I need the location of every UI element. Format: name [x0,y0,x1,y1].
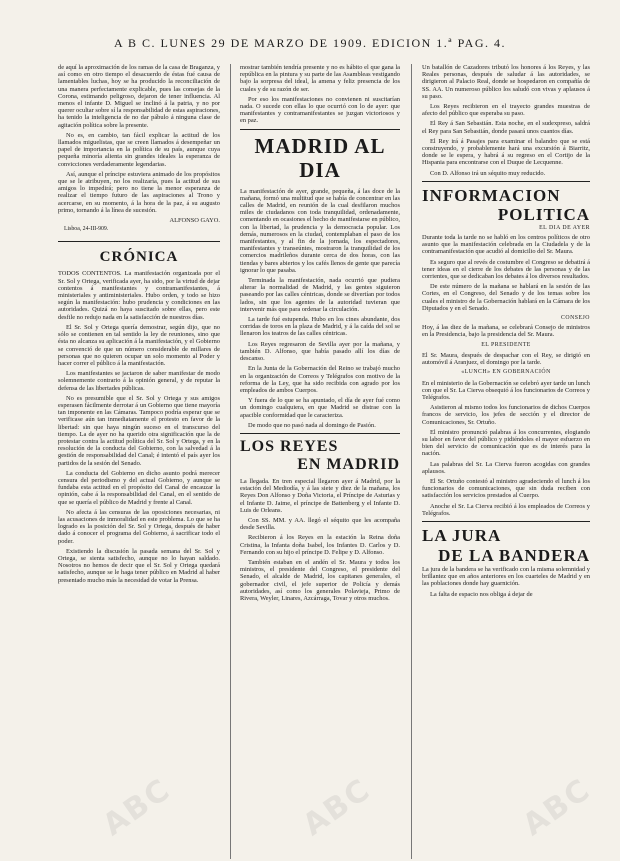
divider [422,521,590,522]
subheading: EL DIA DE AYER [539,224,590,231]
article-paragraph: En el ministerio de la Gobernación se celebró ayer tarde un lunch con que el Sr. La Cierva obsequió á los funcionarios de Correos y Telégrafos. [422,379,590,401]
column-2 [240,64,400,859]
watermark: ABC [516,771,598,844]
jura-heading-line-2: DE LA BANDERA [438,545,590,565]
article-paragraph: Recibieron á los Reyes en la estación la Reina doña Cristina, la Infanta doña Isabel, los Infantes D. Carlos y D. Fernando con su hijo el príncipe D. Felipe y D. Alfonso. [240,534,400,556]
reyes-heading-line-1: LOS REYES [240,437,339,455]
reyes-heading-line-2: EN MADRID [297,455,400,473]
column-rule [411,64,412,859]
article-paragraph: TODOS CONTENTOS. La manifestación organizada por el Sr. Sol y Ortega, verificada ayer, ha sido, por la virtud de dejar contentos á manifestantes y contramanifestantes, á ministeriales y antiministeriales. Hubo orden, y todo se hizo según la manifestación: hubo prudencia y condiciones en las autoridades. Quizá no haya suscitado sobre ellas, pero este desfile no redujo nada en la satisfacción de nuestros días. [58,270,220,321]
column-1 [58,64,220,859]
author-signature: ALFONSO GAYO. [169,217,220,225]
article-paragraph: La tarde fué estupenda. Hubo en los cines abundante, dos corridas de toros en la plaza de Madrid, y á la caída del sol se llenaron los teatros de las calles céntricas. [240,316,400,338]
article-paragraph: El Sr. Sol y Ortega quería demostrar, según dijo, que no sólo se contienen en tal sentido la ley de reuniones, sino que ésta no alcanza su aplicación á la manifestación, y el Gobierno se convenció de que un número considerable de millares de personas que no quieren ocupar un solo momento al Poder y hacer correr el público á la manifestación. [58,323,220,367]
article-paragraph: El Sr. Maura, después de despachar con el Rey, se dirigió en automóvil á Aranjuez, el domingo por la tarde. [422,351,590,367]
article-paragraph: En la Junta de la Gobernación del Reino se trabajó mucho en la organización de Correos y Telégrafos con motivo de la reforma de la Ley, que ha sido recibida con agrado por los empleados de ambos Cuerpos. [240,365,400,394]
column-rule [230,64,231,859]
article-paragraph: También estaban en el andén el Sr. Maura y todos los ministros, el presidente del Congreso, el presidente del Senado, el alcalde de Madrid, los capitanes generales, el gobernador civil, el jefe superior de Policía y demás autoridades, así como los generales Polavieja, Primo de Rivera, Weyler, Linares, Azcárraga, Tovar y otros muchos. [240,558,400,602]
article-paragraph: de aquí la aproximación de los ramas de la casa de Braganza, y así como en otro tiempo el desacuerdo de éstas fué causa de lamentables luchas, hoy se ha producido la reconciliación de una manera perfectamente explicable, pues las consejas de la Corona, estimando peligroso, dejaron de tener influencia. Al menos el infante D. Miguel se inclinó á la patria, y no por querer ocultar sobre sí la responsabilidad de estas aspiraciones, ha tenido la inteligencia de no dar pábulo á ninguna clase de agitación política sobre la presente. [58,64,220,129]
divider [240,129,400,130]
madrid-al-dia-heading: MADRID AL DIA [254,133,386,182]
article-paragraph: El ministro pronunció palabras á los concurrentes, elogiando su labor en favor del público y pidiéndoles el mayor esfuerzo en bien del servicio de comunicación que es de interés para la nación. [422,428,590,458]
article-paragraph: mostrar también tendría presente y no es hábito el que gana la república en la pintura y su parte de las Asambleas vestigando bajo la sorpresa del ideal, la amena y feliz presencia de los cuales y de su razón de ser. [240,64,400,93]
info-heading-line-1: INFORMACION [422,185,561,205]
watermark: ABC [96,771,178,844]
article-paragraph: Las palabras del Sr. La Cierva fueron acogidas con grandes aplausos. [422,460,590,475]
article-paragraph: Por eso los manifestaciones no convienen ni suscitarían nada. O sucede con ellas lo que ocurrió con lo de ayer: que manifestantes y contramanifestantes se juzgan victoriosos y en paz. [240,95,400,125]
informacion-politica-heading [422,186,590,224]
article-paragraph: La conducta del Gobierno en dicho asunto podrá merecer censura del periodismo y del actual Gobierno, y aunque se fundaba esta actitud en el propósito del Canal de encauzar la opinión, cabe á la responsabilidad del Canal, en el sentido de que se quería el público de Madrid y frente al Canal. [58,469,220,506]
article-paragraph: No es, en cambio, tan fácil explicar la actitud de los llamados miguelistas, que se creen llamados á desempeñar un papel de importancia en la política de su país, aunque cuya pequeña minoría alienta sin grandes ideales la esperanza de convicciones verdaderamente legendarias. [58,131,220,168]
article-paragraph: El Sr. Ortuño contestó al ministro agradeciendo el lunch á los funcionarios de comunicaciones, que sin duda reciben con satisfacción los servicios prestados al Cuerpo. [422,477,590,500]
subheading: EL PRESIDENTE [481,341,531,348]
article-paragraph: Durante toda la tarde no se habló en los centros políticos de otro asunto que la manifestación celebrada en la Ciudadela y de la contramanifestación que acudió al domicilio del Sr. Maura. [422,234,590,256]
article-paragraph: El Rey irá á Pasajes para examinar el balandro que se está construyendo, y probablemente hará una excursión á Biarritz, donde se le espera, y habrá á su regreso en el Cortijo de la Hispania para encontrarse con el Duque de Lecquenne. [422,137,590,167]
jura-heading-line-1: LA JURA [422,525,502,545]
article-paragraph: Los Reyes regresaron de Sevilla ayer por la mañana, y también D. Alfonso, que había pasado allí los días de descanso. [240,340,400,363]
article-paragraph: No es presumible que el Sr. Sol y Ortega y sus amigos esperasen fácilmente derrotar á un Gobierno que tiene mayoría tan imponente en las Cámaras. Tampoco podría esperar que se verificase aún tan inmediatamente el protesto en favor de la libertad: sin que haya ningún suceso en el transcurso del tiempo. La de ayer no ha querido otra significación que la de protestar contra la actitud política del Sr. Sol y Ortega, y en la resolución de la conducta del Gobierno, con la salvedad á la gestión de responsabilidad del Canal; é intentó el país ayer los partidos de la sesión del Senado. [58,394,220,467]
article-paragraph: Existiendo la discusión la pasada semana del Sr. Sol y Ortega, se sienta satisfecho, aunque no lo hayan saldado. Nosotros no hemos de decir que el Sr. Sol y Ortega quedará satisfecho, aunque se le haga tener público en Madrid al haber presentado mucho más la necesidad de votar la Prensa. [58,547,220,584]
article-paragraph: Asistieron al mismo todos los funcionarios de dichos Cuerpos francos de servicio, los jefes de sección y el director de Comunicaciones, Sr. Ortuño. [422,404,590,426]
reyes-heading [240,438,400,474]
article-paragraph: La jura de la bandera se ha verificado con la misma solemnidad y brillantez que en años anteriores en los cuarteles de Madrid y en las poblaciones donde hay guarnición. [422,565,590,588]
article-paragraph: Con D. Alfonso irá un séquito muy reducido. [430,169,546,177]
dateline: Lisboa, 24-III-909. [64,226,109,233]
article-paragraph: Terminada la manifestación, nada ocurrió que pudiera alterar la normalidad de Madrid, y las gentes siguieron paseando por las calles céntricas, donde se divertían por todos lados, sin que los agentes de la autoridad tuvieran que intervenir más que para ordenar la circulación. [240,277,400,313]
article-paragraph: Un batallón de Cazadores tributó los honores á los Reyes, y las Reales personas, después de saludar á las autoridades, se dirigieron al Palacio Real, donde se hospedaron en compañía de SS. AA. Un numeroso público los saludó con vivas y aplausos á su paso. [422,64,590,100]
divider [240,433,400,434]
divider [422,181,590,182]
article-paragraph: Y fuera de lo que se ha apuntado, el día de ayer fué como un domingo cualquiera, en que Madrid se distrae con la apacible conformidad que le caracteriza. [240,397,400,419]
page-header: A B C. LUNES 29 DE MARZO DE 1909. EDICION 1.ª PAG. 4. [113,36,507,50]
watermark: ABC [296,771,378,844]
article-paragraph: Hoy, á las diez de la mañana, se celebrará Consejo de ministros en la Presidencia, bajo la presidencia del Sr. Maura. [422,324,590,339]
article-paragraph: El Rey á San Sebastián. Esta noche, en el sudexpreso, saldrá el Rey para San Sebastián, donde pasará unos cuantos días. [422,120,590,135]
article-paragraph: Así, aunque el príncipe estuviera animado de los propósitos que se le atribuyen, no los realizaría, pues la actitud de sus amigos lo impedirá; pero no tiene la menor esperanza de realizar el tiempo futuro de las aspiraciones al Trono y acercarse, en su momento, á la hora de la paz, á su augusto primo, tornando á la línea de sucesión. [58,170,220,214]
subheading: CONSEJO [561,315,590,322]
info-heading-line-2: POLITICA [497,204,590,224]
cronica-heading: CRÓNICA [99,249,179,266]
article-paragraph: De este número de la mañana se hablará en la sesión de las Cortes, en el Congreso, del Senado y de los temas sobre los cuales el ministro de la Gobernación hablará en la Cámara de los Diputados y en el Senado. [422,283,590,312]
column-3 [422,64,590,859]
article-paragraph: De modo que no pasó nada al domingo de Pasión. [248,421,376,429]
article-paragraph: La falta de espacio nos obliga á dejar de [430,590,533,598]
article-paragraph: Anoche el Sr. La Cierva recibió á los empleados de Correos y Telégrafos. [422,502,590,517]
article-paragraph: Los manifestantes se jactaron de saber manifestar de modo solemnemente contrario á la opinión general, y de reputar la defensa de las libertades públicas. [58,370,220,392]
article-paragraph: No afecta á las censuras de las oposiciones necesarias, ni las acusaciones de inmoralidad en este problema. Lo que se ha logrado es la posición del Sr. Sol y Ortega, después de haber dado á conocer el programa del Gobierno, á sacrificar todo el poder. [58,508,220,545]
article-paragraph: La llegada. En tren especial llegaron ayer á Madrid, por la estación del Mediodía, y á las siete y diez de la mañana, los Reyes Don Alfonso y Doña Victoria, el Príncipe de Asturias y el Infante D. Jaime, el príncipe de Battenberg y el Infante D. Luis de Orleans. [240,477,400,514]
subheading: «LUNCH» EN GOBERNACIÓN [461,369,551,376]
article-paragraph: Es seguro que al revés de costumbre el Congreso se debatirá á tener ideas en el cierre de los debates de las personas y de las corrientes, que se dedicaban los debates á los diversos resultados. [422,258,590,281]
article-paragraph: Los Reyes recibieron en el trayecto grandes muestras de afecto del público que esperaba su paso. [422,103,590,118]
article-paragraph: La manifestación de ayer, grande, pequeña, á las doce de la mañana, formó una multitud que se había de concentrar en las calles de Madrid, en reunión de la cual desfilaron muchos miles de ciudadanos con toda tranquilidad, ordenadamente, comentando en ocasiones el hecho de manifestarse en público, con la libertad, la prudencia y la democracia popular. Los demás, numerosos en la ciudad, contemplaban el paso de los manifestantes, y al fin de la jornada, los espectadores, manifestantes y transeúntes, mostraron la tranquilidad de los comercios madrileños durante cerca de dos horas, con las tiendas y bares abiertos y los cafés llenos de gente que parecía ignorar lo que pasaba. [240,187,400,274]
divider [58,241,220,242]
jura-bandera-heading [422,526,590,566]
article-paragraph: Con SS. MM. y AA. llegó el séquito que les acompaña desde Sevilla. [240,516,400,532]
